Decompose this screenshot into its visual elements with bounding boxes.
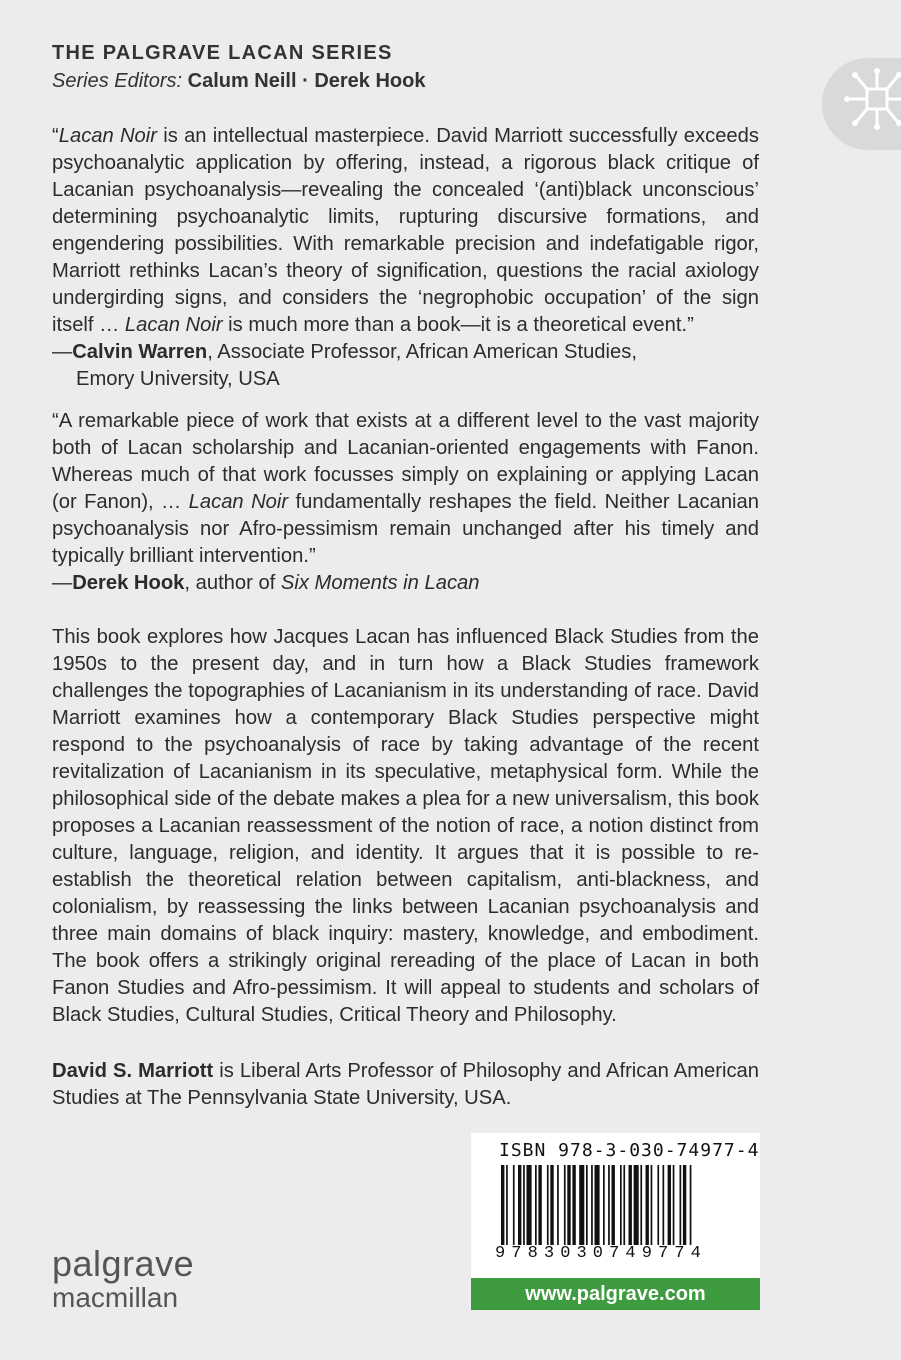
barcode-bar <box>646 1165 649 1245</box>
barcode-bars <box>501 1165 733 1245</box>
barcode-bar <box>572 1165 575 1245</box>
barcode-bar <box>595 1165 600 1245</box>
quote-2-text <box>52 408 759 570</box>
barcode-bar <box>634 1165 639 1245</box>
book-description <box>52 624 759 1029</box>
barcode-bar <box>608 1165 610 1245</box>
barcode-bar <box>564 1165 566 1245</box>
quote-2-book-title: Lacan Noir <box>188 491 289 513</box>
barcode-bar <box>640 1165 642 1245</box>
isbn-digits: 9783030749774 <box>495 1244 707 1263</box>
author-bio-text <box>52 1058 759 1112</box>
barcode-bar <box>657 1165 659 1245</box>
publisher-url[interactable]: www.palgrave.com <box>471 1278 760 1310</box>
palgrave-network-logo-tab <box>822 58 901 150</box>
barcode-bar <box>586 1165 588 1245</box>
quote-2-attribution <box>52 570 759 597</box>
quote-2-author: Derek Hook <box>72 572 185 594</box>
barcode-bar <box>579 1165 584 1245</box>
publisher-logo-line-2: macmillan <box>52 1282 179 1313</box>
barcode-bar <box>535 1165 537 1245</box>
quote-2-body-end: fundamentally reshapes the field. Neither Lacanian psychoanalysis nor Afro-pessimism remain unchanged after his timely and typically brilliant intervention.” <box>52 491 759 567</box>
barcode-bar <box>690 1165 692 1245</box>
quote-1-open: “ <box>52 125 59 147</box>
barcode-bar <box>527 1165 532 1245</box>
barcode-bar <box>567 1165 570 1245</box>
barcode-bar <box>538 1165 541 1245</box>
barcode-bar <box>680 1165 682 1245</box>
barcode-bar <box>557 1165 559 1245</box>
quote-2-affiliation: , author of <box>184 572 281 594</box>
barcode-bar <box>663 1165 665 1245</box>
barcode-bar <box>547 1165 549 1245</box>
quote-1-author: Calvin Warren <box>72 341 208 363</box>
quote-1-affiliation-2: Emory University, USA <box>76 368 280 390</box>
barcode-bar <box>518 1165 521 1245</box>
quote-1-book-title: Lacan Noir <box>58 125 157 147</box>
quote-2-body: “A remarkable piece of work that exists at a different level to the vast majority both of Lacan scholarship and Lacanian-oriented engagements with Fanon. Whereas much of that work focusses simply on explaining or applying Lacan (or Fanon), … <box>52 410 759 513</box>
barcode-bar <box>668 1165 671 1245</box>
barcode-bar <box>623 1165 625 1245</box>
series-editors-names: Calum Neill · Derek Hook <box>187 70 426 92</box>
endorsement-quote-1 <box>52 123 759 393</box>
series-editors <box>52 70 425 93</box>
barcode-bar <box>673 1165 675 1245</box>
barcode-bar <box>683 1165 686 1245</box>
barcode-bar <box>513 1165 515 1245</box>
author-bio-body: is Liberal Arts Professor of Philosophy and African American Studies at The Pennsylvania State University, USA. <box>52 1060 759 1109</box>
quote-1-text <box>52 123 759 339</box>
quote-1-book-title-2: Lacan Noir <box>124 314 223 336</box>
author-name: David S. Marriott <box>52 1060 214 1082</box>
barcode-bar <box>550 1165 553 1245</box>
isbn-label: ISBN 978-3-030-74977-4 <box>499 1140 760 1161</box>
barcode-bar <box>501 1165 504 1245</box>
publisher-logo <box>52 1245 194 1313</box>
barcode-bar <box>651 1165 653 1245</box>
endorsement-quote-2 <box>52 408 759 597</box>
barcode-bar <box>620 1165 622 1245</box>
quote-1-body: is an intellectual masterpiece. David Marriott successfully exceeds psychoanalytic application by offering, instead, a rigorous black critique of Lacanian psychoanalysis—revealing the concealed ‘(anti)black unconscious’ determining psychoanalytic limits, rupturing discursive formations, and engendering possibilities. With remarkable precision and indefatigable rigor, Marriott rethinks Lacan’s theory of signification, questions the racial axiology undergirding signs, and considers the ‘negrophobic occupation’ of the sign itself … <box>52 125 759 336</box>
series-title: THE PALGRAVE LACAN SERIES <box>52 42 393 64</box>
barcode-bar <box>523 1165 525 1245</box>
quote-1-attribution <box>52 339 759 393</box>
quote-1-body-end: is much more than a book—it is a theoretical event.” <box>222 314 694 336</box>
barcode-bar <box>506 1165 508 1245</box>
barcode-panel <box>471 1133 760 1310</box>
network-icon <box>838 62 901 142</box>
barcode-bar <box>603 1165 605 1245</box>
barcode-bar <box>612 1165 615 1245</box>
book-description-text: This book explores how Jacques Lacan has influenced Black Studies from the 1950s to the present day, and in turn how a Black Studies framework challenges the topographies of Lacanianism in its understanding of race. David Marriott examines how a contemporary Black Studies perspective might respond to the psychoanalysis of race by taking advantage of the recent revitalization of Lacanianism in its speculative, metaphysical form. While the philosophical side of the debate makes a plea for a new universalism, this book proposes a Lacanian reassessment of the notion of race, a notion distinct from culture, language, religion, and identity. It argues that it is possible to re-establish the theoretical relation between capitalism, anti-blackness, and colonialism, by reassessing the links between Lacanian psychoanalysis and three main domains of black inquiry: mastery, knowledge, and embodiment. The book offers a strikingly original rereading of the place of Lacan in both Fanon Studies and Afro-pessimism. It will appeal to students and scholars of Black Studies, Cultural Studies, Critical Theory and Philosophy. <box>52 626 759 1026</box>
publisher-logo-line-1: palgrave <box>52 1243 195 1284</box>
quote-1-affiliation: , Associate Professor, African American Studies, <box>207 341 637 363</box>
barcode-bar <box>591 1165 593 1245</box>
quote-2-author-book: Six Moments in Lacan <box>280 572 480 594</box>
author-bio <box>52 1058 759 1112</box>
quote-1-dash: — <box>52 341 73 363</box>
series-editors-label: Series Editors: <box>52 70 183 92</box>
quote-2-dash: — <box>52 572 73 594</box>
barcode-bar <box>629 1165 632 1245</box>
